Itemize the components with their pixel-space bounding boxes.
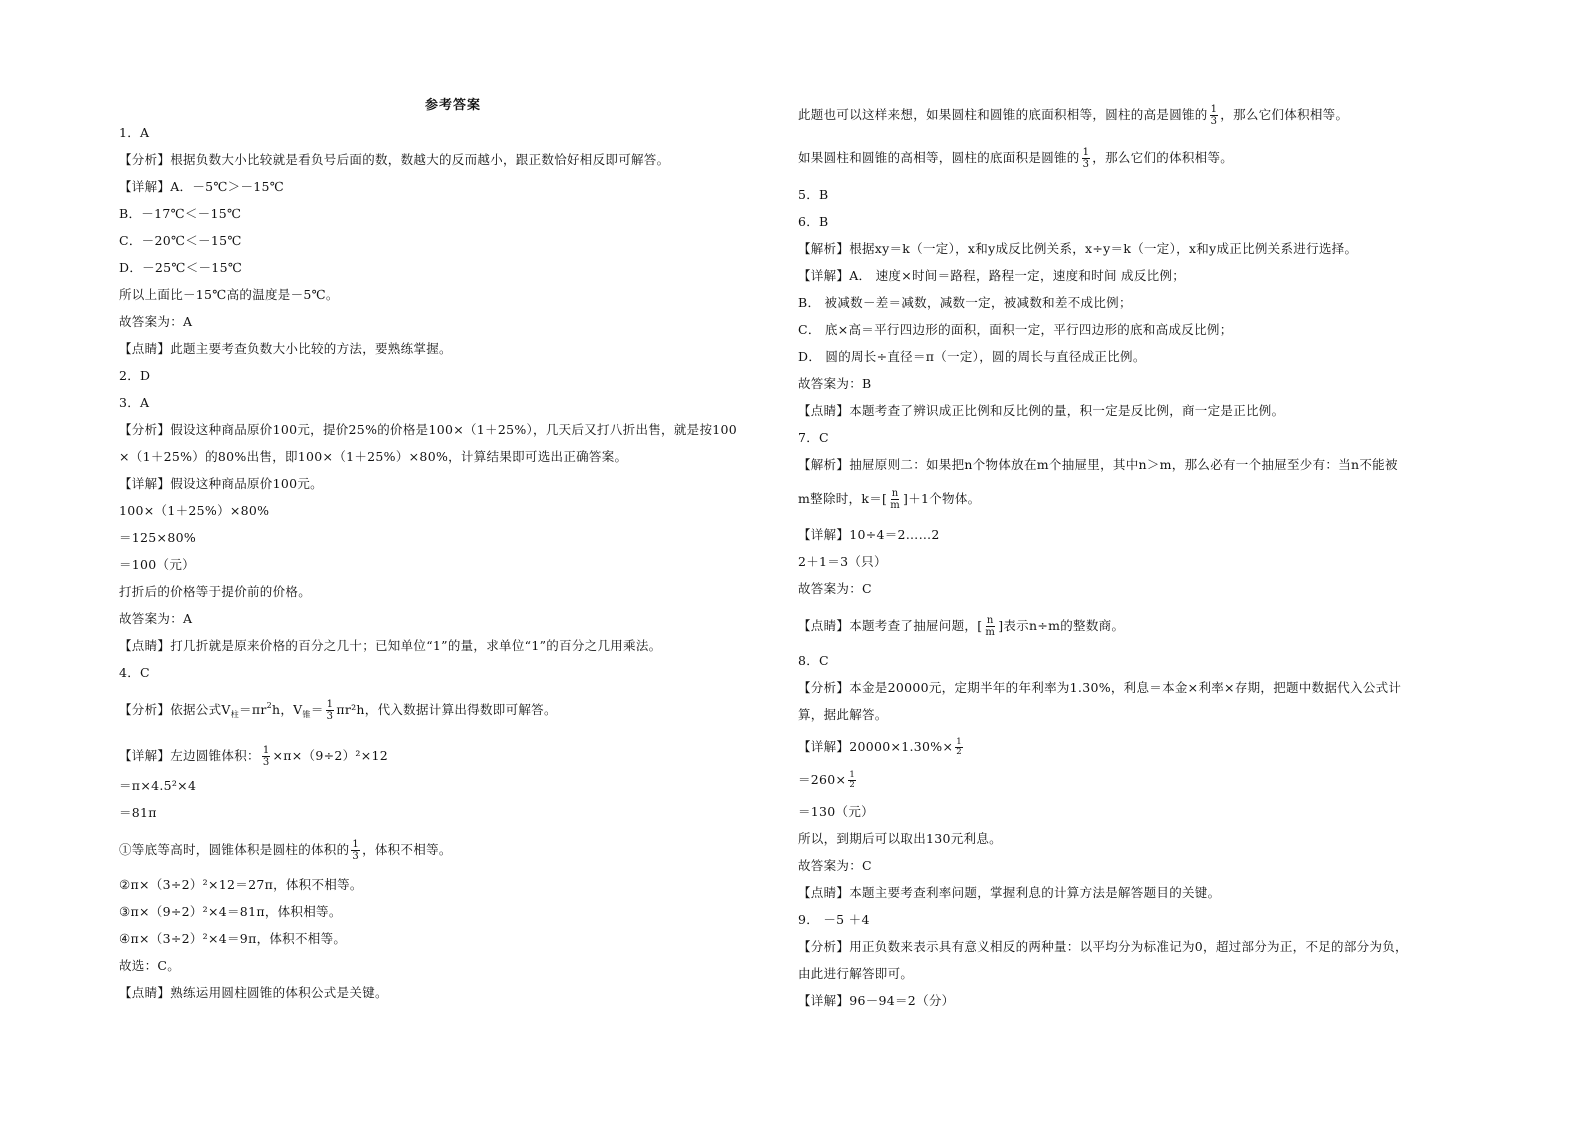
text-line: C．－20℃＜－15℃: [119, 233, 242, 248]
text-line: 【分析】假设这种商品原价100元，提价25%的价格是100×（1＋25%），几天后又打八折出售，就是按100: [119, 422, 738, 437]
fraction-one-third: $\frac{1}{3}$: [352, 839, 360, 862]
q8-step: ＝260× $\frac{1}{2}$: [798, 770, 856, 790]
text-line: 【分析】根据负数大小比较就是看负号后面的数，数越大的反而越小，跟正数恰好相反即可解答。: [119, 152, 670, 167]
text-line: ③π×（9÷2）²×4＝81π，体积相等。: [119, 904, 342, 919]
q8-detail: 【详解】20000×1.30%× $\frac{1}{2}$: [798, 737, 962, 757]
text-line: ×（1＋25%）的80%出售，即100×（1＋25%）×80%，计算结果即可选出正确答案。: [119, 449, 628, 464]
text-line: 打折后的价格等于提价前的价格。: [119, 584, 312, 599]
text-line: 8．C: [798, 653, 829, 668]
text-line: 故选：C。: [119, 958, 181, 973]
fraction-n-over-m: $\frac{n}{m}$: [890, 488, 901, 511]
text-line: 2．D: [119, 368, 151, 383]
text-line: ②π×（3÷2）²×12＝27π，体积不相等。: [119, 877, 363, 892]
text-line: ＝81π: [119, 805, 157, 820]
text-line: 【详解】A．－5℃＞－15℃: [119, 179, 285, 194]
text-line: B．－17℃＜－15℃: [119, 206, 242, 221]
text-line: ＝130（元）: [798, 804, 874, 819]
text-line: 故答案为：A: [119, 314, 193, 329]
text-line: ＝100（元）: [119, 557, 195, 572]
text-line: 【点睛】此题主要考查负数大小比较的方法，要熟练掌握。: [119, 341, 452, 356]
text-line: 故答案为：C: [798, 858, 872, 873]
text-line: 2＋1＝3（只）: [798, 554, 887, 569]
text-line: 【详解】A． 速度×时间＝路程，路程一定，速度和时间 成反比例；: [798, 268, 1186, 283]
q7-formula-line: m整除时，k＝[ $\frac{n}{m}$ ]＋1个物体。: [798, 488, 981, 511]
text-line: D．－25℃＜－15℃: [119, 260, 243, 275]
text-line: 【解析】抽屉原则二：如果把n个物体放在m个抽屉里，其中n＞m，那么必有一个抽屉至少有：当n不能被: [798, 457, 1398, 472]
text-line: ＝125×80%: [119, 530, 197, 545]
text-line: 【解析】根据xy＝k（一定），x和y成反比例关系，x÷y＝k（一定），x和y成正比例关系进行选择。: [798, 241, 1358, 256]
text-line: 9． －5 ＋4: [798, 912, 870, 927]
text-line: 【点睛】本题主要考查利率问题，掌握利息的计算方法是解答题目的关键。: [798, 885, 1221, 900]
text-line: 【分析】本金是20000元，定期半年的年利率为1.30%，利息＝本金×利率×存期，把题中数据代入公式计: [798, 680, 1402, 695]
text-line: 7．C: [798, 430, 829, 445]
text-line: 【点睛】本题考查了辨识成正比例和反比例的量，积一定是反比例，商一定是正比例。: [798, 403, 1285, 418]
fraction-one-third: $\frac{1}{3}$: [326, 699, 334, 722]
text-line: 所以上面比－15℃高的温度是－5℃。: [119, 287, 339, 302]
q4-detail-formula: 【详解】左边圆锥体积： $\frac{1}{3}$ ×π×（9÷2）²×12: [119, 745, 389, 768]
text-line: 5．B: [798, 187, 829, 202]
text-line: 6．B: [798, 214, 829, 229]
text-line: D． 圆的周长÷直径＝π（一定），圆的周长与直径成正比例。: [798, 349, 1146, 364]
text-line: 故答案为：C: [798, 581, 872, 596]
fraction-n-over-m: $\frac{n}{m}$: [985, 615, 996, 638]
fraction-one-half: $\frac{1}{2}$: [956, 737, 962, 757]
page-title: 参考答案: [425, 98, 482, 113]
text-line: ＝π×4.5²×4: [119, 778, 197, 793]
text-line: 【点睛】熟练运用圆柱圆锥的体积公式是关键。: [119, 985, 388, 1000]
fraction-one-third: $\frac{1}{3}$: [1082, 147, 1090, 170]
text-line: 1．A: [119, 125, 150, 140]
fraction-one-half: $\frac{1}{2}$: [849, 770, 856, 790]
text-line: 【详解】假设这种商品原价100元。: [119, 476, 323, 491]
text-line: 【分析】用正负数来表示具有意义相反的两种量：以平均分为标准记为0，超过部分为正，不足的部分为负，: [798, 939, 1408, 954]
text-line: 故答案为：B: [798, 376, 872, 391]
q4-analysis-formula: 【分析】依据公式$V_柱=\pi r^2h$，$V_锥=$ $\frac{1}{3}$ πr²h，代入数据计算出得数即可解答。: [119, 699, 557, 722]
text-line: 3．A: [119, 395, 150, 410]
q4-extra-line1: 此题也可以这样来想，如果圆柱和圆锥的底面积相等，圆柱的高是圆锥的 $\frac{1}{3}$ ，那么它们体积相等。: [798, 104, 1349, 127]
text-line: 【点睛】打几折就是原来价格的百分之几十；已知单位“1”的量，求单位“1”的百分之几用乘法。: [119, 638, 662, 653]
text-line: 【详解】10÷4＝2……2: [798, 527, 940, 542]
text-line: 故答案为：A: [119, 611, 193, 626]
text-line: 4．C: [119, 665, 150, 680]
text-line: B． 被减数－差＝减数，减数一定，被减数和差不成比例；: [798, 295, 1132, 310]
fraction-one-third: $\frac{1}{3}$: [262, 745, 270, 768]
q4-extra-line2: 如果圆柱和圆锥的高相等，圆柱的底面积是圆锥的 $\frac{1}{3}$ ，那么它们的体积相等。: [798, 147, 1234, 170]
text-line: 算，据此解答。: [798, 707, 888, 722]
text-line: C． 底×高＝平行四边形的面积，面积一定，平行四边形的底和高成反比例；: [798, 322, 1233, 337]
text-line: 由此进行解答即可。: [798, 966, 914, 981]
q7-point: 【点睛】本题考查了抽屉问题，[ $\frac{n}{m}$ ]表示n÷m的整数商。: [798, 615, 1125, 638]
text-line: ④π×（3÷2）²×4＝9π，体积不相等。: [119, 931, 347, 946]
text-line: 100×（1＋25%）×80%: [119, 503, 270, 518]
fraction-one-third: $\frac{1}{3}$: [1210, 104, 1218, 127]
q4-point1: ①等底等高时，圆锥体积是圆柱的体积的 $\frac{1}{3}$ ，体积不相等。: [119, 839, 452, 862]
text-line: 【详解】96－94＝2（分）: [798, 993, 955, 1008]
text-line: 所以，到期后可以取出130元利息。: [798, 831, 1002, 846]
